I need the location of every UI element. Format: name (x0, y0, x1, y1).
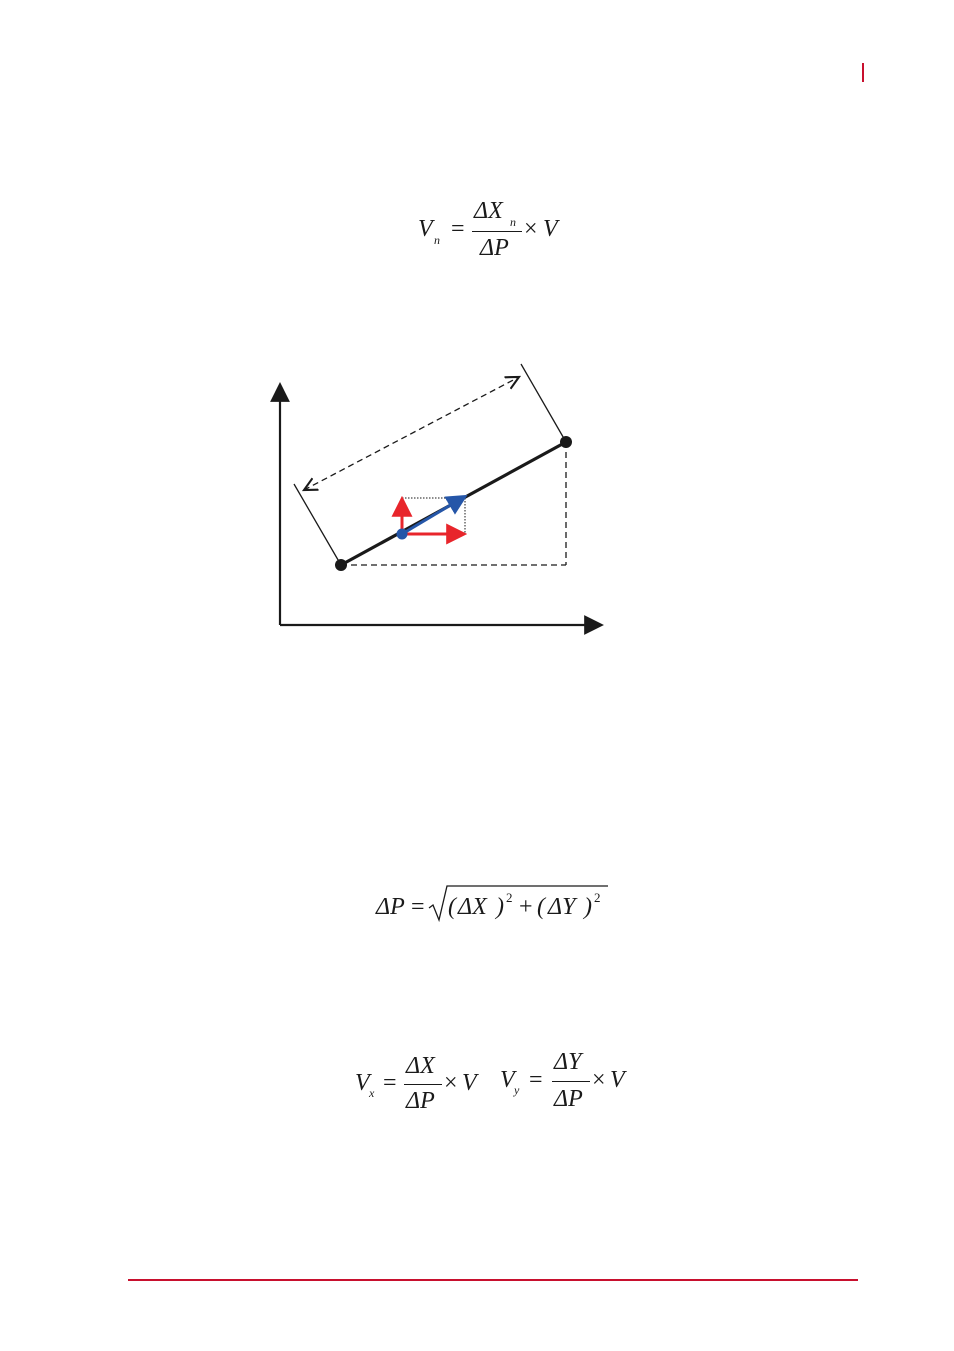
eq2-lhs: ΔP (376, 894, 405, 920)
eq3-vx-subscript: x (369, 1086, 375, 1100)
eq2-open-paren-2: ( (537, 894, 545, 920)
eq3-vx-denominator: ΔP (406, 1088, 435, 1114)
eq3-vx-numerator: ΔX (406, 1053, 435, 1079)
eq1-lhs-symbol: V (418, 216, 433, 242)
footer-rule (128, 1279, 858, 1281)
eq1-lhs-subscript: n (434, 233, 440, 247)
eq2-exponent-1: 2 (506, 890, 513, 905)
eq3-vx-fraction-bar (404, 1084, 442, 1085)
delta-p-dimension-arrow (304, 377, 519, 490)
velocity-origin-point (397, 529, 408, 540)
eq2-term-2: ΔY (548, 894, 576, 920)
start-point (335, 559, 347, 571)
eq2-equals: = (411, 894, 425, 920)
eq3-vy-numerator: ΔY (554, 1049, 582, 1075)
eq2-term-1: ΔX (458, 894, 487, 920)
eq3-vy-rhs: V (610, 1067, 625, 1093)
eq3-vx-symbol: V (355, 1070, 370, 1096)
eq3-vy-fraction-bar (552, 1081, 590, 1082)
eq3-vy-times: × (592, 1067, 606, 1093)
eq1-denominator: ΔP (480, 235, 509, 261)
eq3-vx-equals: = (383, 1070, 397, 1096)
eq1-numerator: ΔX (474, 198, 503, 224)
eq3-vy-subscript: y (514, 1083, 520, 1097)
eq2-exponent-2: 2 (594, 890, 601, 905)
eq2-plus: + (519, 894, 533, 920)
eq3-vx-times: × (444, 1070, 458, 1096)
eq3-vy-symbol: V (500, 1067, 515, 1093)
eq3-vy-denominator: ΔP (554, 1086, 583, 1112)
eq1-times: × (524, 216, 538, 242)
eq1-equals: = (451, 216, 465, 242)
eq2-close-paren-2: ) (584, 894, 592, 920)
eq3-vx-rhs: V (462, 1070, 477, 1096)
eq2-open-paren-1: ( (448, 894, 456, 920)
eq3-vy-equals: = (529, 1067, 543, 1093)
eq2-close-paren-1: ) (496, 894, 504, 920)
velocity-vector (402, 497, 464, 534)
dimension-extension-start (294, 484, 341, 565)
end-point (560, 436, 572, 448)
dimension-extension-end (521, 364, 566, 442)
eq1-numerator-subscript: n (510, 215, 516, 229)
eq1-rhs: V (543, 216, 558, 242)
